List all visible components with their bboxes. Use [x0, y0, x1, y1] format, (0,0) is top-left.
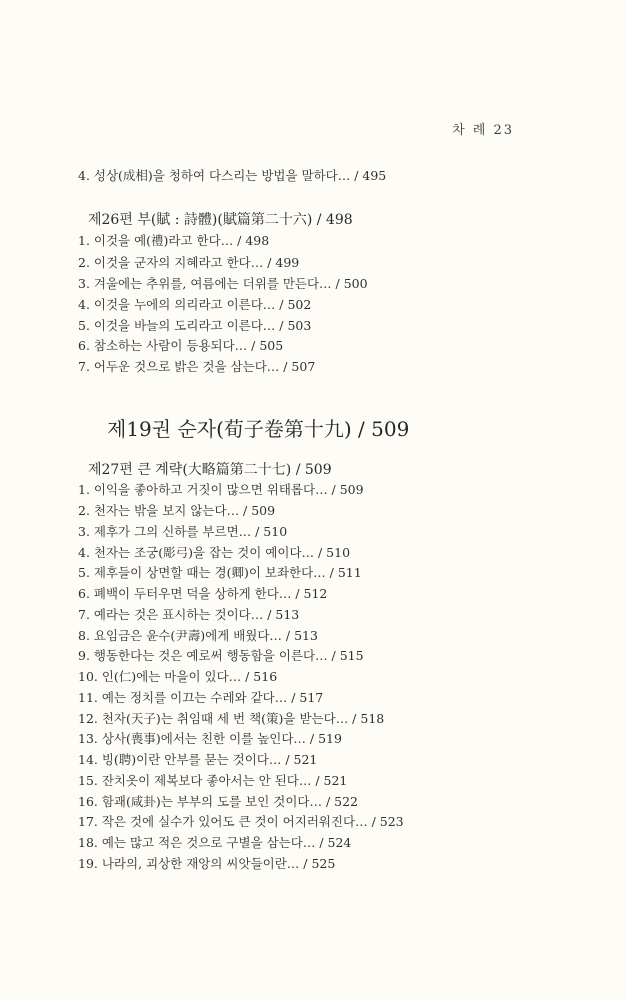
volume-title: 제19권 순자(荀子卷第十九) / 509 — [107, 417, 410, 441]
toc-item: 16. 함괘(咸卦)는 부부의 도를 보인 것이다… / 522 — [78, 794, 358, 809]
toc-item: 13. 상사(喪事)에서는 친한 이를 높인다… / 519 — [78, 731, 342, 746]
toc-item: 1. 이것을 예(禮)라고 한다… / 498 — [78, 233, 270, 248]
toc-item: 7. 어두운 것으로 밝은 것을 삼는다… / 507 — [78, 359, 316, 374]
toc-item: 11. 예는 정치를 이끄는 수레와 같다… / 517 — [78, 690, 324, 705]
toc-item: 6. 참소하는 사람이 등용되다… / 505 — [78, 338, 284, 353]
toc-item: 2. 이것을 군자의 지혜라고 한다… / 499 — [78, 255, 300, 270]
toc-item: 6. 폐백이 두터우면 덕을 상하게 한다… / 512 — [78, 586, 328, 601]
toc-item: 15. 잔치옷이 제복보다 좋아서는 안 된다… / 521 — [78, 773, 348, 788]
toc-item: 3. 겨울에는 추위를, 여름에는 더위를 만든다… / 500 — [78, 276, 368, 291]
toc-item: 3. 제후가 그의 신하를 부르면… / 510 — [78, 524, 288, 539]
section-26-title: 제26편 부(賦 : 詩體)(賦篇第二十六) / 498 — [88, 212, 353, 228]
toc-item: 12. 천자(天子)는 취임때 세 번 책(策)을 받는다… / 518 — [78, 711, 385, 726]
toc-item: 7. 예라는 것은 표시하는 것이다… / 513 — [78, 607, 300, 622]
toc-item: 2. 천자는 밖을 보지 않는다… / 509 — [78, 503, 276, 518]
toc-item: 9. 행동한다는 것은 예로써 행동함을 이른다… / 515 — [78, 648, 364, 663]
section-27-title: 제27편 큰 계략(大略篇第二十七) / 509 — [88, 462, 332, 478]
toc-item: 4. 천자는 조궁(彫弓)을 잡는 것이 예이다… / 510 — [78, 545, 351, 560]
toc-item: 5. 제후들이 상면할 때는 경(卿)이 보좌한다… / 511 — [78, 565, 362, 580]
toc-item: 4. 이것을 누에의 의리라고 이른다… / 502 — [78, 297, 312, 312]
page-header: 차 례 23 — [452, 123, 514, 138]
toc-item: 18. 예는 많고 적은 것으로 구별을 삼는다… / 524 — [78, 835, 352, 850]
toc-item: 17. 작은 것에 실수가 있어도 큰 것이 어지러워진다… / 523 — [78, 814, 404, 829]
toc-item: 19. 나라의, 괴상한 재앙의 씨앗들이란… / 525 — [78, 856, 336, 871]
toc-item: 8. 요임금은 윤수(尹壽)에게 배웠다… / 513 — [78, 628, 318, 643]
toc-item: 1. 이익을 좋아하고 거짓이 많으면 위태롭다… / 509 — [78, 482, 364, 497]
toc-item: 5. 이것을 바늘의 도리라고 이른다… / 503 — [78, 318, 312, 333]
toc-item: 10. 인(仁)에는 마을이 있다… / 516 — [78, 669, 278, 684]
toc-item: 4. 성상(成相)을 청하여 다스리는 방법을 말하다… / 495 — [78, 168, 387, 183]
toc-item: 14. 빙(聘)이란 안부를 묻는 것이다… / 521 — [78, 752, 318, 767]
